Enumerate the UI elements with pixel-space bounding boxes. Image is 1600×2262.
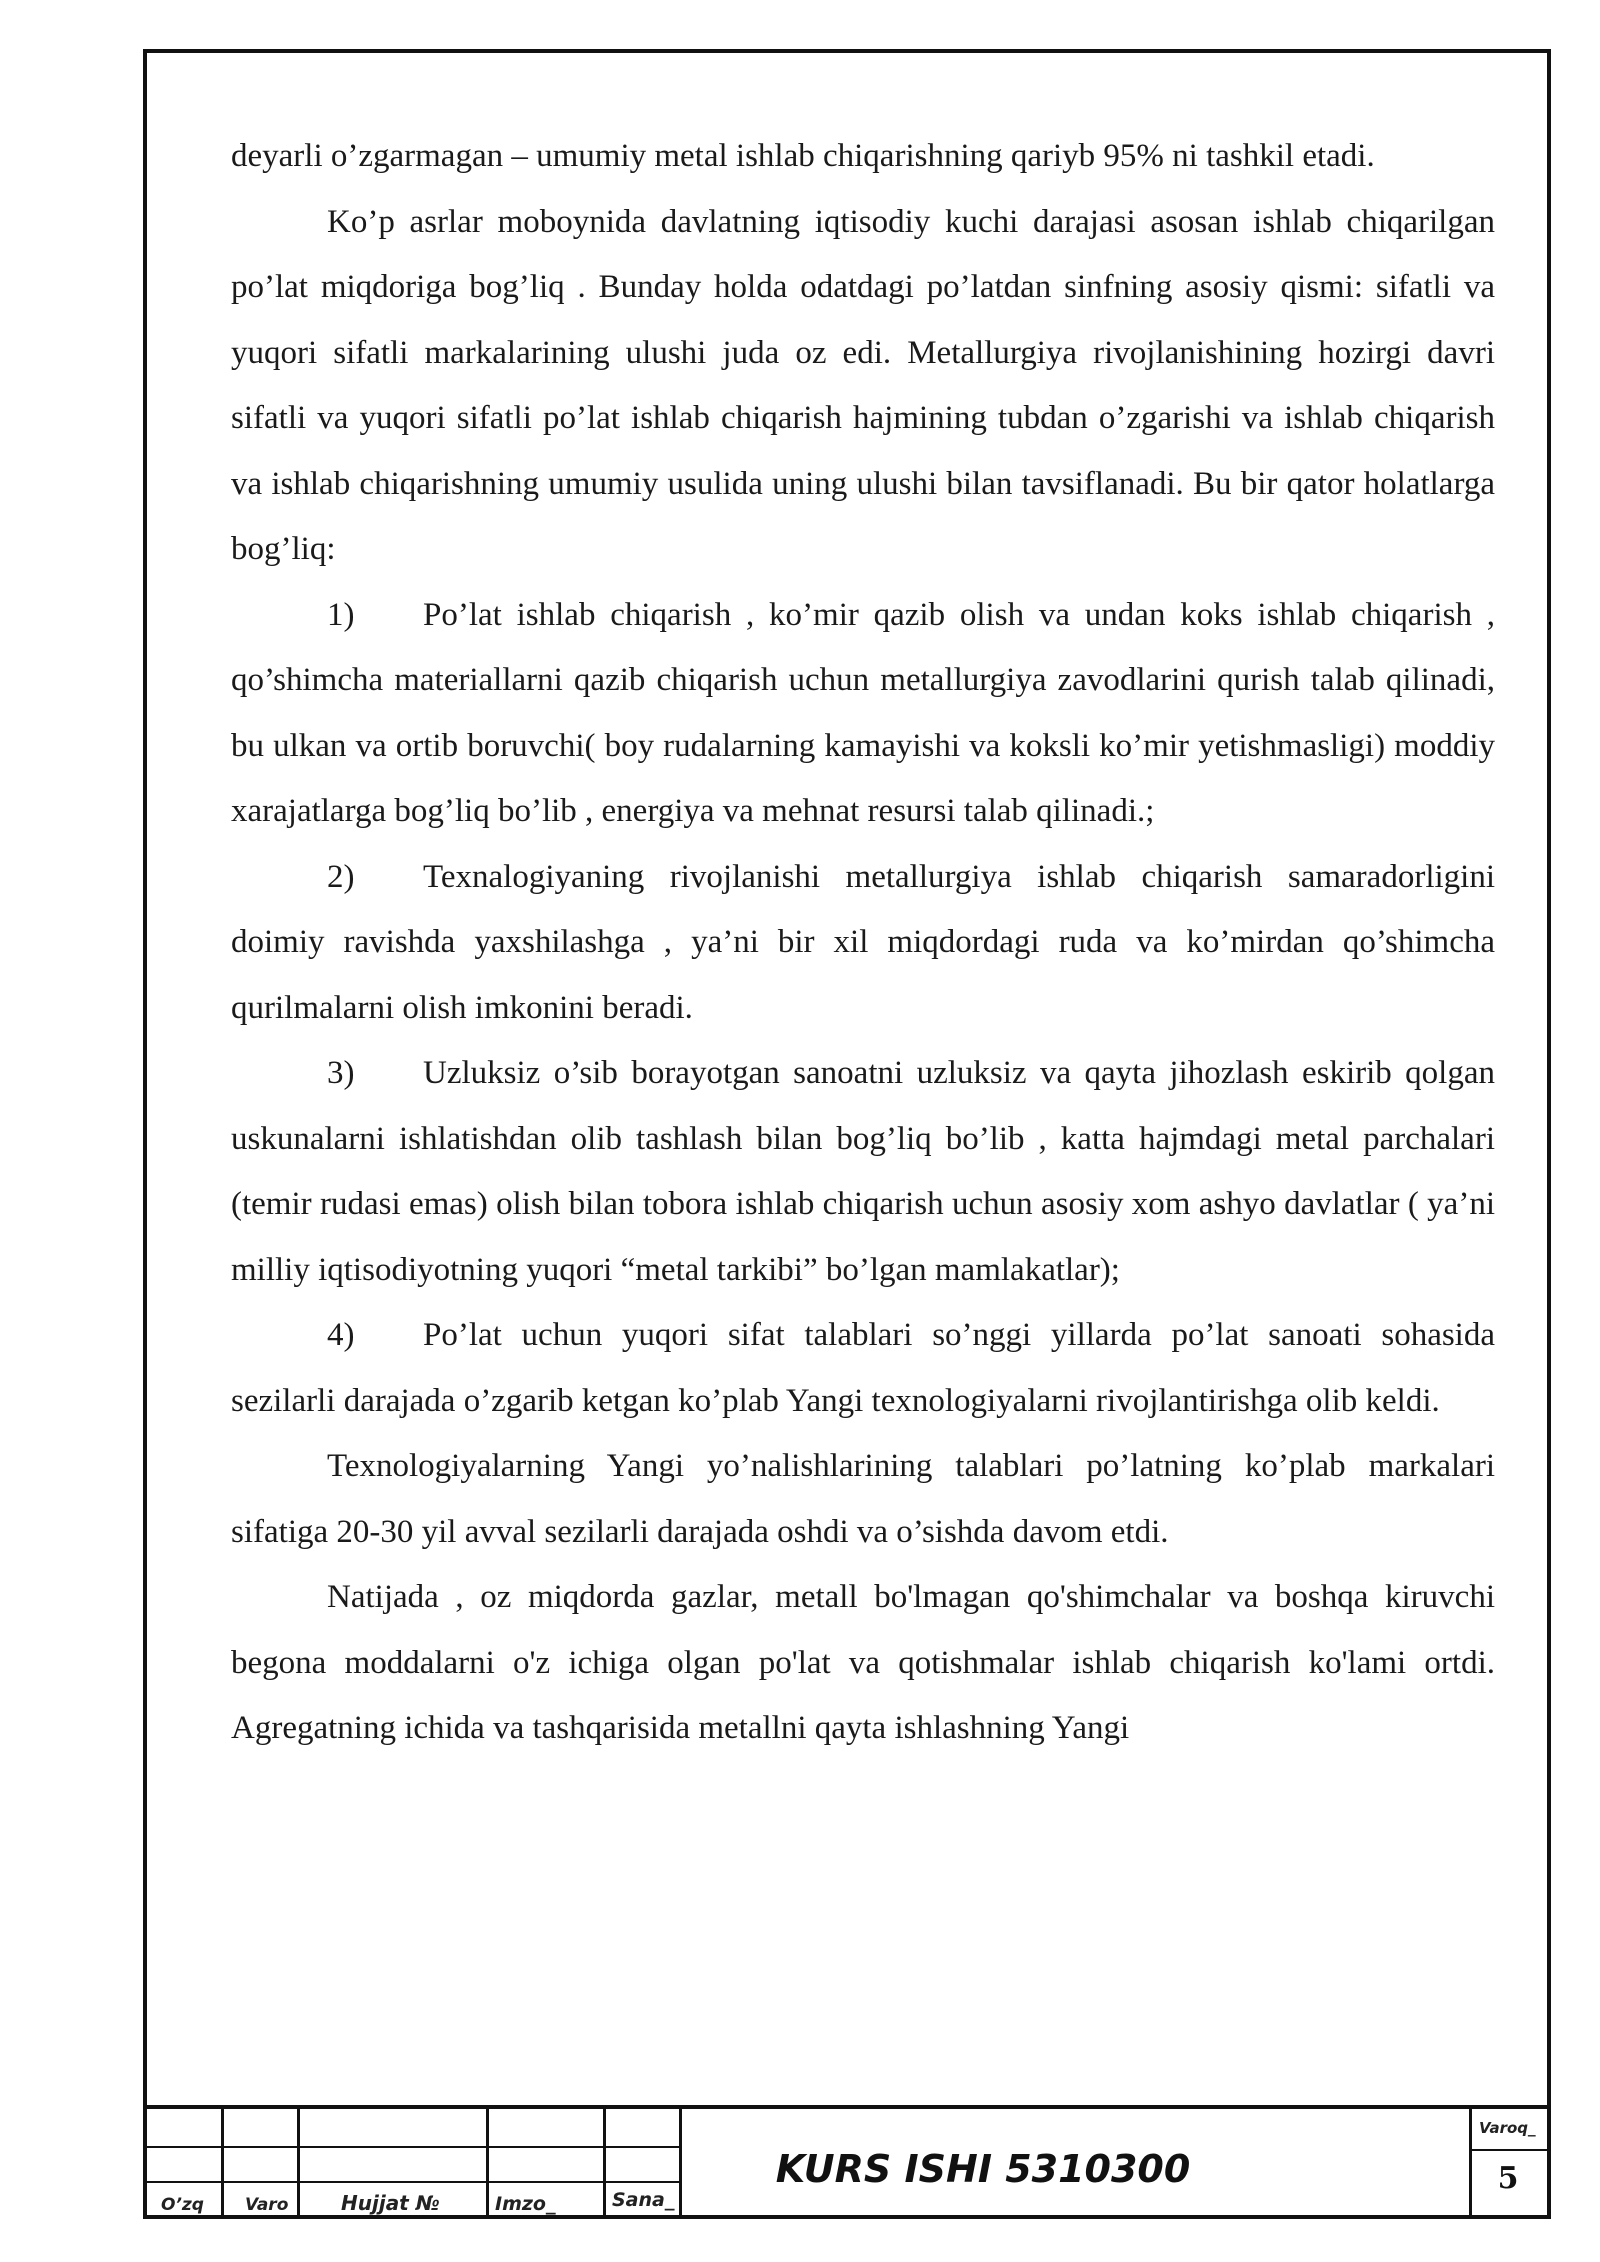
stamp-label-varoq: Varoq_: [1479, 2119, 1536, 2137]
list-item-text: Po’lat ishlab chiqarish , ko’mir qazib olish va undan koks ishlab chiqarish , qo’shimcha materiallarni qazib chiqarish uchun metallurgiya zavodlarini qurish talab qilinadi, bu ulkan va ortib boruvchi( boy rudalarning kamayishi va koksli ko’mir yetishmasligi) moddiy xarajatlarga bog’liq bo’lib , energiya va mehnat resursi talab qilinadi.;: [231, 596, 1495, 829]
stamp-divider: [221, 2109, 224, 2219]
stamp-row-line: [143, 2146, 679, 2148]
stamp-row-line: [1469, 2149, 1547, 2151]
list-item-number: 2): [327, 858, 355, 895]
list-item-text: Uzluksiz o’sib borayotgan sanoatni uzluksiz va qayta jihozlash eskirib qolgan uskunalarni ishlatishdan olib tashlash bilan bog’liq bo’lib , katta hajmdagi metal parchalari (temir rudasi emas) olish bilan tobora ishlab chiqarish uchun asosiy xom ashyo davlatlar ( ya’ni milliy iqtisodiyotning yuqori “metal tarkibi” bo’lgan mamlakatlar);: [231, 1055, 1495, 1288]
stamp-divider: [603, 2109, 606, 2219]
paragraph: Natijada , oz miqdorda gazlar, metall bo'lmagan qo'shimchalar va boshqa kiruvchi begona moddalarni o'z ichiga olgan po'lat va qotishmalar ishlab chiqarish ko'lami ortdi. Agregatning ichida va tashqarisida metallni qayta ishlashning Yangi: [231, 1579, 1495, 1746]
stamp-divider: [297, 2109, 300, 2219]
list-item-number: 1): [327, 596, 355, 633]
stamp-row-line: [143, 2181, 679, 2183]
stamp-divider: [486, 2109, 489, 2219]
list-item-number: 4): [327, 1317, 355, 1353]
list-item: [231, 583, 1495, 845]
stamp-label-ozq: O’zq: [161, 2195, 204, 2215]
list-item-text: Texnalogiyaning rivojlanishi metallurgiya ishlab chiqarish samaradorligini doimiy ravishda yaxshilashga , ya’ni bir xil miqdordagi ruda va ko’mirdan qo’shimcha qurilmalarni olish imkonini beradi.: [231, 858, 1495, 1026]
page-number: 5: [1497, 2161, 1519, 2196]
stamp-label-hujjat: Hujjat №: [341, 2191, 440, 2215]
document-body: [231, 124, 1495, 1762]
stamp-label-imzo: Imzo_: [495, 2193, 556, 2215]
paragraph-continuation: deyarli o’zgarmagan – umumiy metal ishlab chiqarishning qariyb 95% ni tashkil etadi.: [231, 138, 1375, 174]
paragraph: Texnologiyalarning Yangi yo’nalishlarining talablari po’latning ko’plab markalari sifatiga 20-30 yil avval sezilarli darajada oshdi va o’sishda davom etdi.: [231, 1448, 1495, 1550]
stamp-label-sana: Sana_: [612, 2189, 675, 2211]
stamp-label-varo: Varo: [245, 2195, 289, 2215]
list-item: [231, 1041, 1495, 1303]
stamp-divider: [679, 2109, 682, 2219]
paragraph: Ko’p asrlar moboynida davlatning iqtisodiy kuchi darajasi asosan ishlab chiqarilgan po’lat miqdoriga bog’liq . Bunday holda odatdagi po’latdan sinfning asosiy qismi: sifatli va yuqori sifatli markalarining ulushi juda oz edi. Metallurgiya rivojlanishining hozirgi davri sifatli va yuqori sifatli po’lat ishlab chiqarish hajmining tubdan o’zgarishi va ishlab chiqarish va ishlab chiqarishning umumiy usulida uning ulushi bilan tavsiflanadi. Bu bir qator holatlarga bog’liq:: [231, 203, 1495, 567]
title-block: [143, 2105, 1551, 2219]
list-item: [231, 1303, 1495, 1434]
list-item-text: Po’lat uchun yuqori sifat talablari so’nggi yillarda po’lat sanoati sohasida sezilarli darajada o’zgarib ketgan ko’plab Yangi texnologiyalarni rivojlantirishga olib keldi.: [231, 1317, 1495, 1419]
stamp-divider: [1469, 2109, 1472, 2219]
list-item: [231, 845, 1495, 1042]
list-item-number: 3): [327, 1055, 355, 1091]
document-title: KURS ISHI 5310300: [775, 2147, 1191, 2191]
